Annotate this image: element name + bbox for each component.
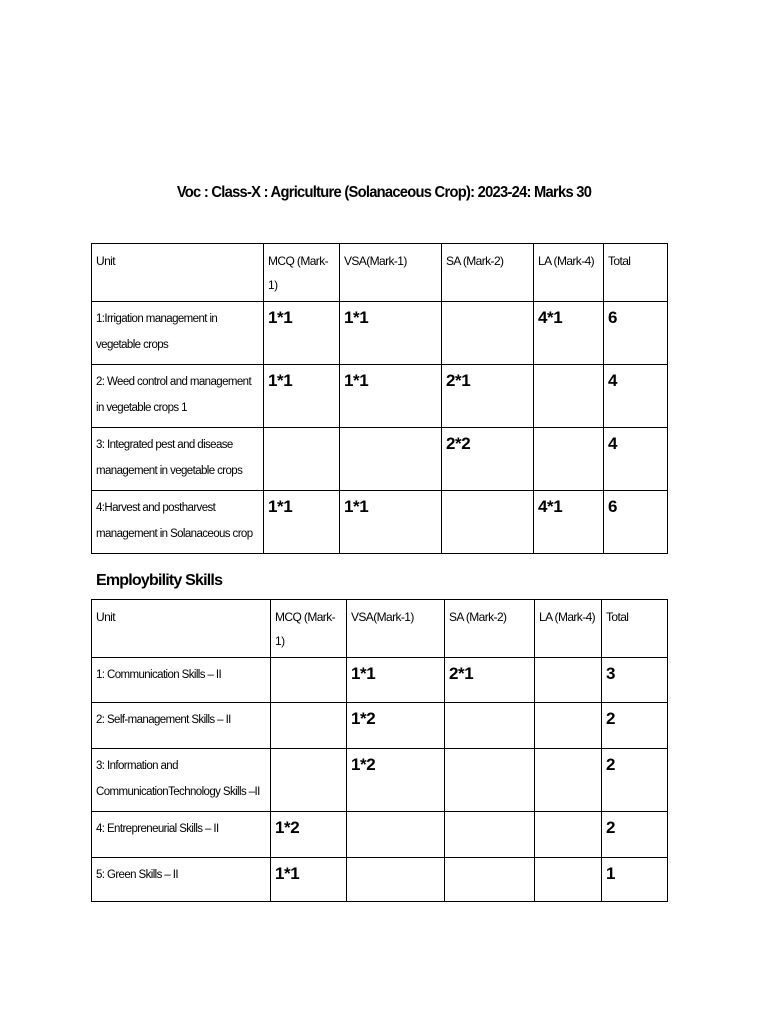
sa-cell (445, 812, 535, 858)
table-row (92, 302, 668, 365)
sa-cell (445, 703, 535, 749)
table-row (92, 749, 668, 812)
header-la: LA (Mark-4) (535, 600, 602, 658)
la-cell (535, 749, 602, 812)
sa-cell (445, 749, 535, 812)
unit-cell: 4: Entrepreneurial Skills – II (92, 812, 271, 858)
header-mcq: MCQ (Mark-1) (264, 244, 340, 302)
unit-cell: 3: Information and CommunicationTechnology Skills –II (92, 749, 271, 812)
header-la: LA (Mark-4) (534, 244, 604, 302)
table-header-row (92, 244, 668, 302)
total-cell: 2 (602, 703, 668, 749)
mcq-cell (271, 658, 347, 703)
table-row (92, 812, 668, 858)
header-sa: SA (Mark-2) (445, 600, 535, 658)
mcq-cell: 1*2 (271, 812, 347, 858)
sa-cell (445, 858, 535, 902)
table-row (92, 491, 668, 554)
mcq-cell: 1*1 (271, 858, 347, 902)
sa-cell (442, 491, 534, 554)
sa-cell (442, 302, 534, 365)
mcq-cell (271, 703, 347, 749)
total-cell: 4 (604, 428, 668, 491)
table-row (92, 858, 668, 902)
total-cell: 6 (604, 491, 668, 554)
vsa-cell: 1*1 (340, 302, 442, 365)
total-cell: 1 (602, 858, 668, 902)
total-cell: 2 (602, 812, 668, 858)
unit-cell: 3: Integrated pest and disease management in vegetable crops (92, 428, 264, 491)
sa-cell: 2*1 (445, 658, 535, 703)
page-title: Voc : Class-X : Agriculture (Solanaceous Crop): 2023-24: Marks 30 (176, 184, 592, 201)
employability-marks-table (91, 599, 668, 902)
header-unit: Unit (92, 244, 264, 302)
la-cell (534, 365, 604, 428)
la-cell (535, 858, 602, 902)
table-row (92, 703, 668, 749)
header-mcq: MCQ (Mark-1) (271, 600, 347, 658)
mcq-cell: 1*1 (264, 491, 340, 554)
header-unit: Unit (92, 600, 271, 658)
vsa-cell: 1*2 (347, 703, 445, 749)
table-header-row (92, 600, 668, 658)
unit-cell: 1:Irrigation management in vegetable crops (92, 302, 264, 365)
la-cell: 4*1 (534, 302, 604, 365)
header-total: Total (604, 244, 668, 302)
header-total: Total (602, 600, 668, 658)
total-cell: 4 (604, 365, 668, 428)
table-row (92, 428, 668, 491)
total-cell: 6 (604, 302, 668, 365)
unit-cell: 1: Communication Skills – II (92, 658, 271, 703)
vsa-cell: 1*2 (347, 749, 445, 812)
agriculture-marks-table (91, 243, 668, 554)
vsa-cell: 1*1 (340, 491, 442, 554)
unit-cell: 4:Harvest and postharvest management in Solanaceous crop (92, 491, 264, 554)
unit-cell: 2: Self-management Skills – II (92, 703, 271, 749)
vsa-cell: 1*1 (340, 365, 442, 428)
header-sa: SA (Mark-2) (442, 244, 534, 302)
sa-cell: 2*2 (442, 428, 534, 491)
vsa-cell (347, 858, 445, 902)
table-row (92, 365, 668, 428)
vsa-cell (347, 812, 445, 858)
total-cell: 3 (602, 658, 668, 703)
mcq-cell (264, 428, 340, 491)
vsa-cell (340, 428, 442, 491)
section-title: Employbility Skills (96, 572, 223, 589)
la-cell (535, 703, 602, 749)
unit-cell: 2: Weed control and management in vegetable crops 1 (92, 365, 264, 428)
total-cell: 2 (602, 749, 668, 812)
la-cell: 4*1 (534, 491, 604, 554)
mcq-cell: 1*1 (264, 365, 340, 428)
header-vsa: VSA(Mark-1) (340, 244, 442, 302)
mcq-cell: 1*1 (264, 302, 340, 365)
la-cell (535, 812, 602, 858)
header-vsa: VSA(Mark-1) (347, 600, 445, 658)
la-cell (534, 428, 604, 491)
vsa-cell: 1*1 (347, 658, 445, 703)
sa-cell: 2*1 (442, 365, 534, 428)
table-row (92, 658, 668, 703)
mcq-cell (271, 749, 347, 812)
unit-cell: 5: Green Skills – II (92, 858, 271, 902)
la-cell (535, 658, 602, 703)
